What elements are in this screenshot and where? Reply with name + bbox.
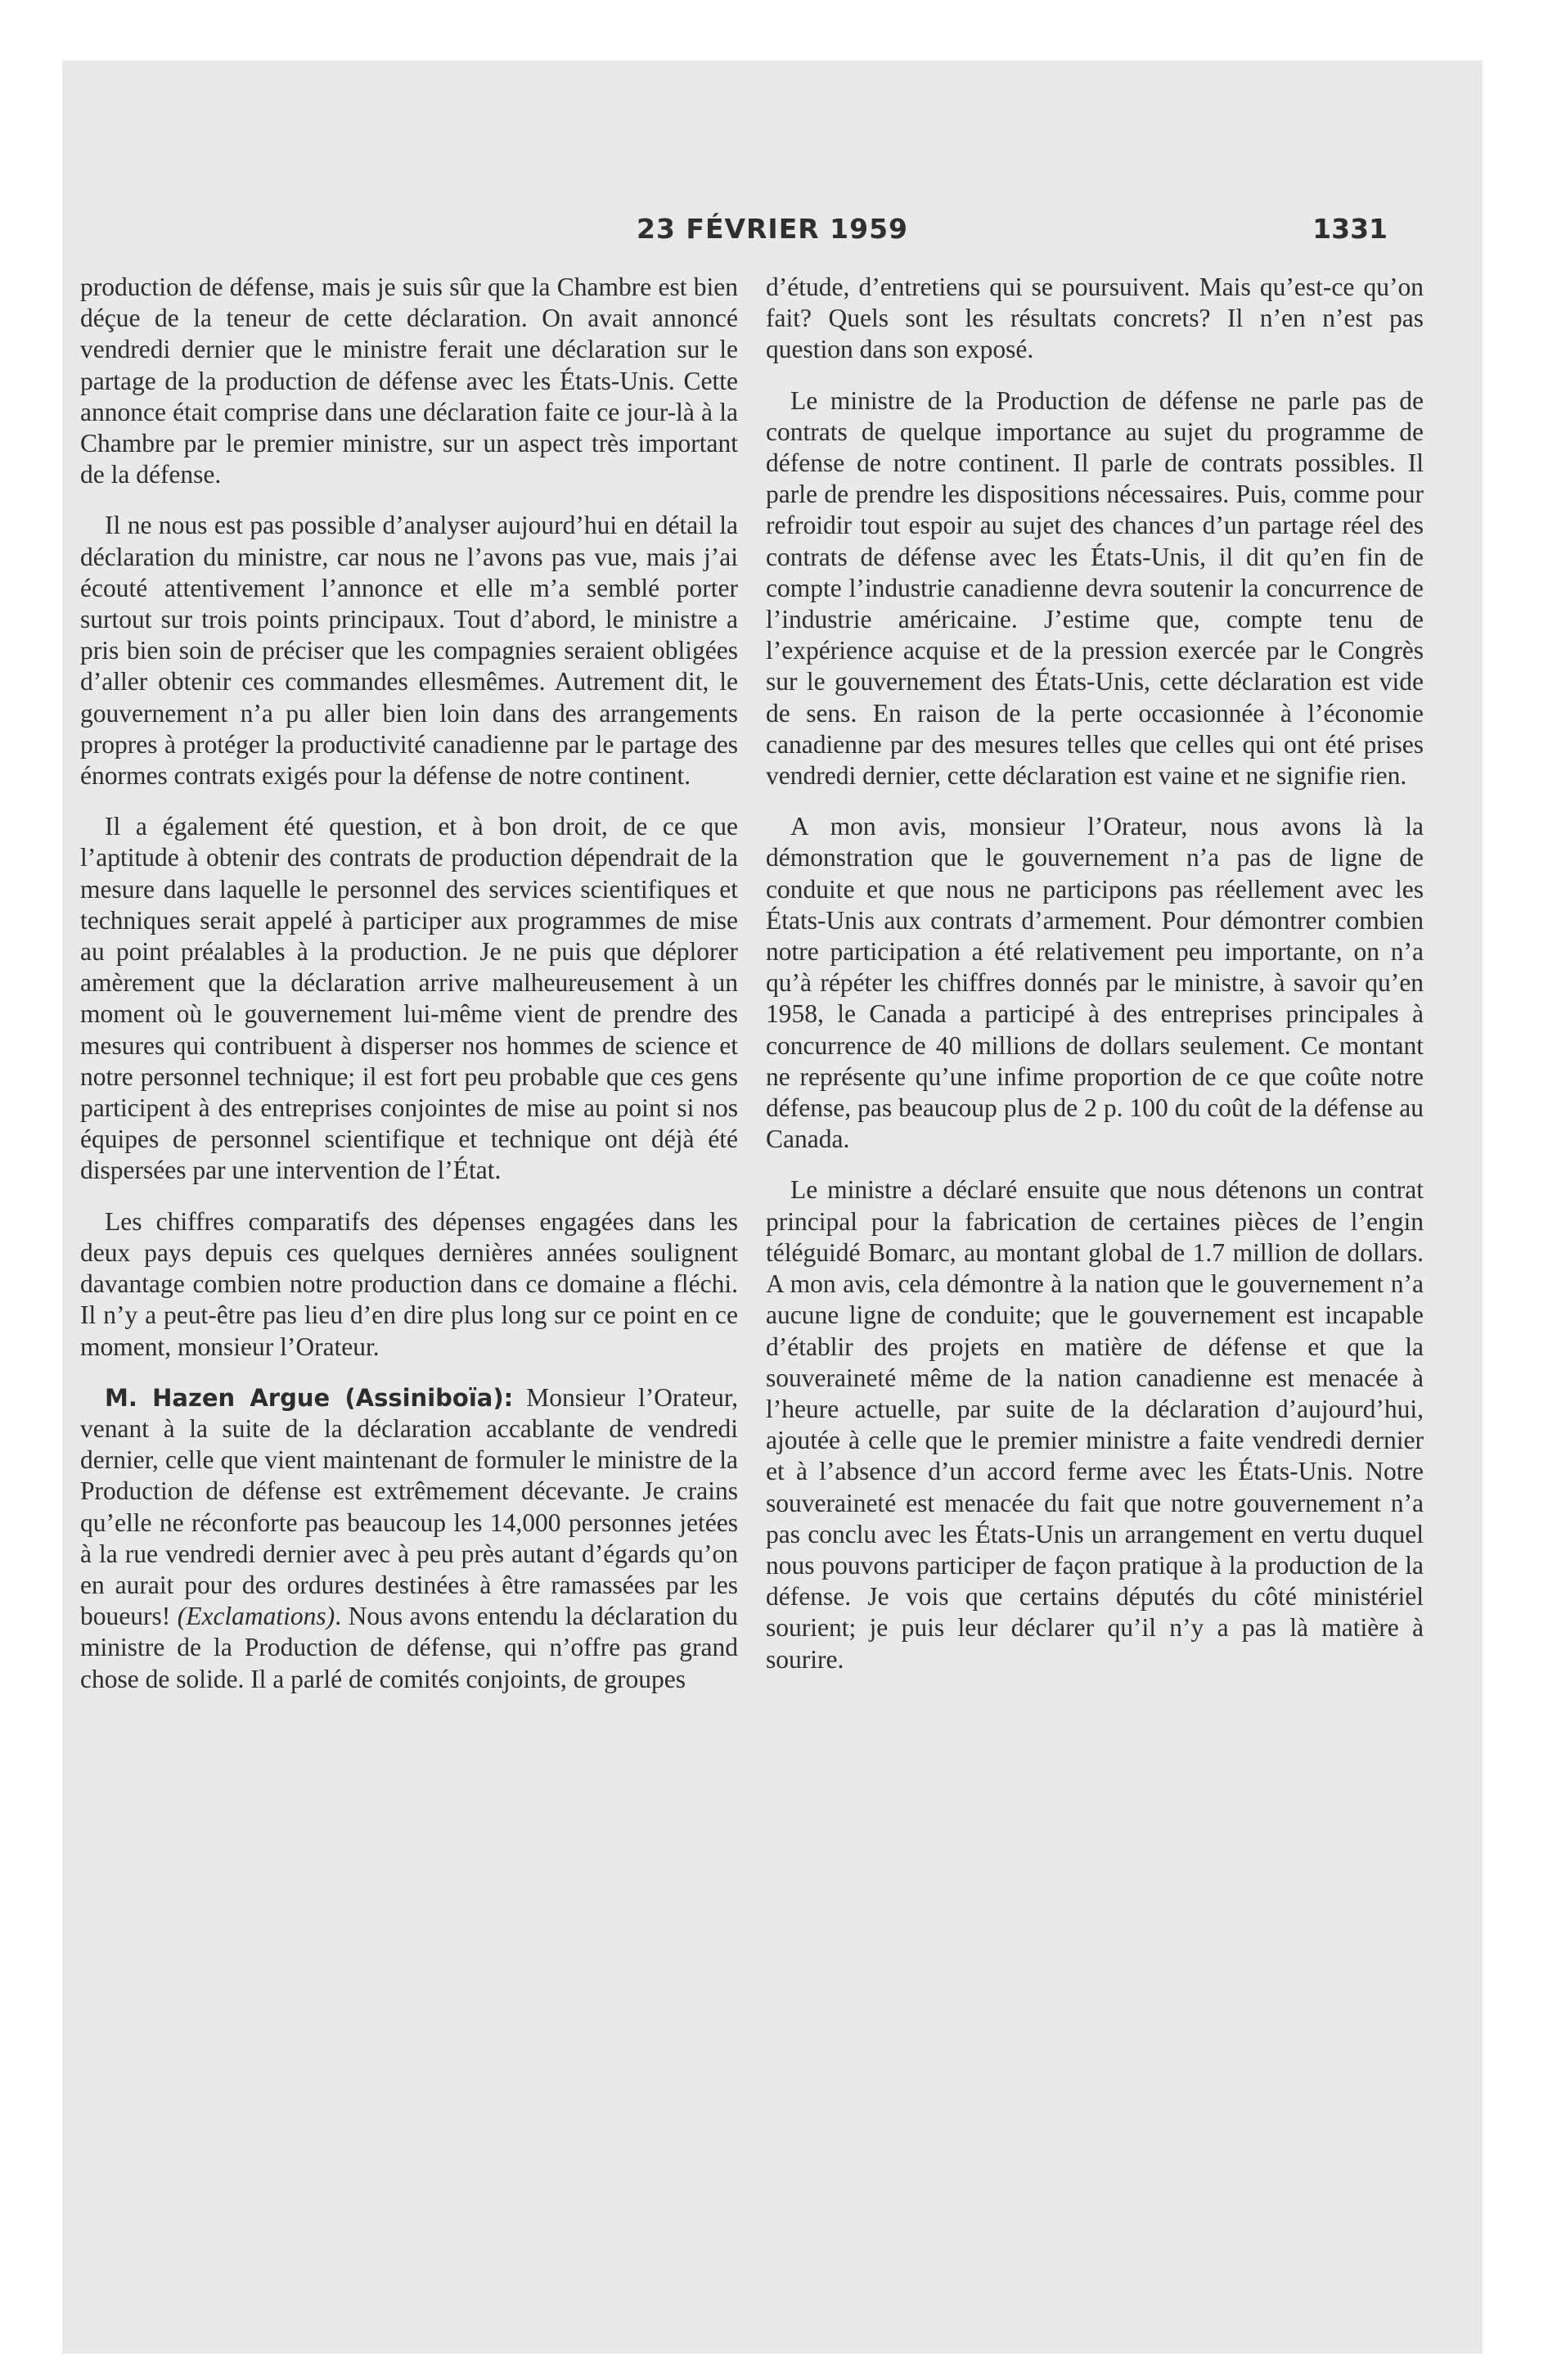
page-date: 23 FÉVRIER 1959 bbox=[636, 213, 908, 245]
page-number: 1331 bbox=[1312, 213, 1388, 245]
speaker-name: M. Hazen Argue (Assiniboïa): bbox=[105, 1383, 514, 1412]
left-column bbox=[80, 272, 738, 1715]
paragraph: A mon avis, monsieur l’Orateur, nous avons là la démonstration que le gouvernement n’a pas de ligne de conduite et que nous ne participons pas réellement avec les États-Unis aux contrats d’armement. Pour démontrer combien notre participation a été relativement peu importante, on n’a qu’à répéter les chiffres donnés par le ministre, à savoir qu’en 1958, le Canada a participé à des entreprises principales à concurrence de 40 millions de dollars seulement. Ce montant ne représente qu’une infime proportion de ce que coûte notre défense, pas beaucoup plus de 2 p. 100 du coût de la défense au Canada. bbox=[766, 812, 1424, 1154]
paragraph: Le ministre a déclaré ensuite que nous détenons un contrat principal pour la fabrication de certaines pièces de l’engin téléguidé Bomarc, au montant global de 1.7 million de dollars. A mon avis, cela démontre à la nation que le gouvernement n’a aucune ligne de conduite; que le gouvernement est incapable d’établir des projets en matière de défense et que la souveraineté même de la nation canadienne est menacée à l’heure actuelle, par suite de la déclaration d’aujourd’hui, ajoutée à celle que le premier ministre a faite vendredi dernier et à l’absence d’un accord ferme avec les États-Unis. Notre souveraineté est menacée du fait que notre gouvernement n’a pas conclu avec les États-Unis un arrangement en vertu duquel nous pouvons participer de façon pratique à la production de la défense. Je vois que certains députés du côté ministériel sourient; je puis leur déclarer qu’il n’y a pas là matière à sourire. bbox=[766, 1175, 1424, 1674]
paragraph: production de défense, mais je suis sûr que la Chambre est bien déçue de la teneur de cette déclaration. On avait annoncé vendredi dernier que le ministre ferait une déclaration sur le partage de la production de défense avec les États-Unis. Cette annonce était comprise dans une déclaration faite ce jour-là à la Chambre par le premier ministre, sur un aspect très important de la défense. bbox=[80, 273, 738, 489]
interjection: (Exclamations) bbox=[177, 1602, 335, 1631]
paragraph: Il a également été question, et à bon droit, de ce que l’aptitude à obtenir des contrats de production dépendrait de la mesure dans laquelle le personnel des services scientifiques et techniques serait appelé à participer aux programmes de mise au point préalables à la production. Je ne puis que déplorer amèrement que la déclaration arrive malheureusement à un moment où le gouvernement lui-même vient de prendre des mesures qui contribuent à disperser nos hommes de science et notre personnel technique; il est fort peu probable que ces gens participent à des entreprises conjointes de mise au point si nos équipes de personnel scientifique et technique ont déjà été dispersées par une intervention de l’État. bbox=[80, 812, 738, 1185]
speech-paragraph bbox=[80, 1382, 738, 1695]
paragraph: Il ne nous est pas possible d’analyser aujourd’hui en détail la déclaration du ministre, car nous ne l’avons pas vue, mais j’ai écouté attentivement l’annonce et elle m’a semblé porter surtout sur trois points principaux. Tout d’abord, le ministre a pris bien soin de préciser que les compagnies seraient obligées d’aller obtenir ces commandes ellesmêmes. Autrement dit, le gouvernement n’a pu aller bien loin dans des arrangements propres à protéger la productivité canadienne par le partage des énormes contrats exigés pour la défense de notre continent. bbox=[80, 511, 738, 791]
page-header bbox=[137, 213, 1407, 254]
paragraph: d’étude, d’entretiens qui se poursuivent. Mais qu’est-ce qu’on fait? Quels sont les résultats concrets? Il n’en n’est pas question dans son exposé. bbox=[766, 273, 1424, 364]
right-column bbox=[766, 272, 1424, 1695]
speech-text: Monsieur l’Orateur, venant à la suite de la déclaration accablante de vendredi dernier, celle que vient maintenant de formuler le ministre de la Production de défense est extrêmement décevante. Je crains qu’elle ne réconforte pas beaucoup les 14,000 personnes jetées à la rue vendredi dernier avec à peu près autant d’égards qu’on en aurait pour des ordures destinées à être ramassées par les boueurs! bbox=[80, 1382, 738, 1631]
paragraph: Le ministre de la Production de défense ne parle pas de contrats de quelque importance au sujet du programme de défense de notre continent. Il parle de contrats possibles. Il parle de prendre les dispositions nécessaires. Puis, comme pour refroidir tout espoir au sujet des chances d’un partage réel des contrats de défense avec les États-Unis, il dit qu’en fin de compte l’industrie canadienne devra soutenir la concurrence de l’industrie américaine. J’estime que, compte tenu de l’expérience acquise et de la pression exercée par le Congrès sur le gouvernement des États-Unis, cette déclaration est vide de sens. En raison de la perte occasionnée à l’économie canadienne par des mesures telles que celles qui ont été prises vendredi dernier, cette déclaration est vaine et ne signifie rien. bbox=[766, 385, 1424, 791]
page-sheet bbox=[62, 61, 1483, 2354]
speech-text: . Nous avons entendu la déclaration du ministre de la Production de défense, qui n’offre pas grand chose de solide. Il a parlé de comités conjoints, de groupes bbox=[80, 1602, 738, 1693]
paragraph: Les chiffres comparatifs des dépenses engagées dans les deux pays depuis ces quelques dernières années soulignent davantage combien notre production dans ce domaine a fléchi. Il n’y a peut-être pas lieu d’en dire plus long sur ce point en ce moment, monsieur l’Orateur. bbox=[80, 1206, 738, 1361]
